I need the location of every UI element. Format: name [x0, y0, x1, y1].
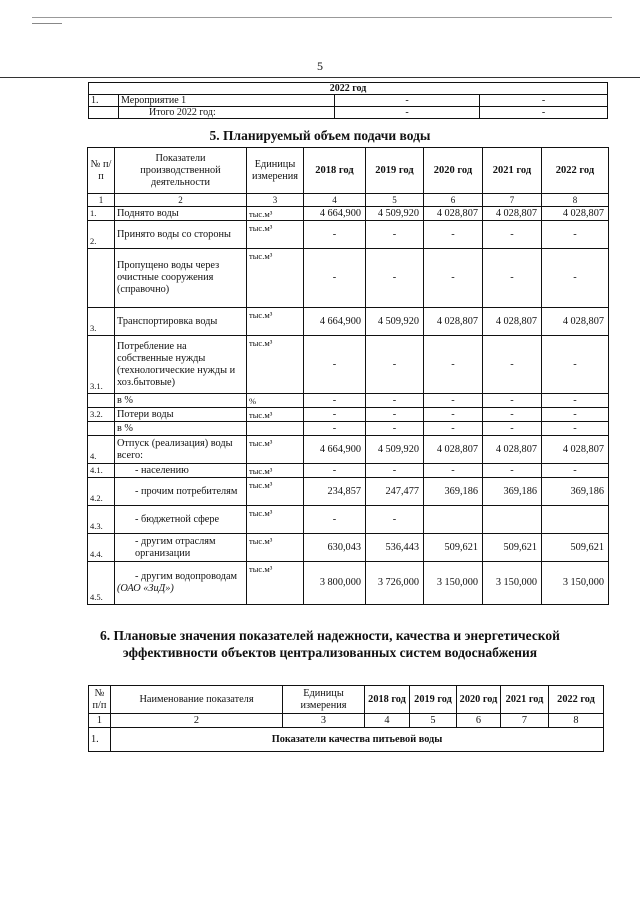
cell-value: - [480, 107, 608, 119]
cell-value: - [424, 422, 483, 436]
indicators-table [88, 685, 604, 752]
cell-value: - [542, 408, 609, 422]
cell-value: - [483, 422, 542, 436]
col-number: 1 [89, 714, 111, 728]
table-row [88, 464, 609, 478]
cell-value: - [424, 249, 483, 308]
cell-value: 536,443 [366, 534, 424, 562]
row-indicator [115, 308, 247, 336]
header-unit: Единицы измерения [283, 686, 365, 714]
row-unit: тыс.м³ [247, 408, 304, 422]
row-number: 4.5. [88, 562, 115, 605]
row-unit: тыс.м³ [247, 249, 304, 308]
indicator-label: Потери воды [117, 408, 174, 420]
cell-value: - [366, 336, 424, 394]
row-name: Итого 2022 год: [119, 107, 335, 119]
indicator-label: Пропущено воды через очистные сооружения (справочно) [117, 260, 220, 295]
cell-value: 234,857 [304, 478, 366, 506]
col-number: 7 [501, 714, 549, 728]
row-indicator [115, 562, 247, 605]
cell-value: 4 028,807 [483, 207, 542, 221]
indicator-label: Потребление на собственные нужды (технологические нужды и хоз.бытовые) [117, 340, 236, 388]
row-number [88, 422, 115, 436]
cell-value: - [542, 336, 609, 394]
header-year: 2020 год [457, 686, 501, 714]
cell-value: 3 150,000 [542, 562, 609, 605]
section-heading: Показатели качества питьевой воды [111, 728, 604, 752]
column-number-row [89, 714, 604, 728]
cell-value: 4 028,807 [483, 308, 542, 336]
table-row [88, 336, 609, 394]
row-number: 4.1. [88, 464, 115, 478]
cell-value: - [335, 95, 480, 107]
cell-value: - [480, 95, 608, 107]
cell-value: 247,477 [366, 478, 424, 506]
cell-value: 4 509,920 [366, 207, 424, 221]
row-number: 4.4. [88, 534, 115, 562]
cell-value: 4 028,807 [424, 436, 483, 464]
row-unit: тыс.м³ [247, 534, 304, 562]
water-supply-table [87, 147, 609, 605]
cell-value: 4 664,900 [304, 308, 366, 336]
cell-value: - [304, 408, 366, 422]
header-divider [0, 77, 640, 78]
header-no: № п/п [88, 148, 115, 194]
header-year: 2021 год [501, 686, 549, 714]
cell-value: 369,186 [424, 478, 483, 506]
col-number: 2 [115, 194, 247, 207]
header-year: 2018 год [304, 148, 366, 194]
cell-value: - [366, 394, 424, 408]
cell-value: - [366, 249, 424, 308]
row-number: 1. [88, 207, 115, 221]
cell-value: - [542, 422, 609, 436]
row-unit: тыс.м³ [247, 464, 304, 478]
cell-value: 4 028,807 [424, 207, 483, 221]
table-row [88, 221, 609, 249]
cell-value: - [542, 394, 609, 408]
cell-value: - [335, 107, 480, 119]
cell-value: - [304, 464, 366, 478]
cell-value: - [483, 464, 542, 478]
cell-value: - [542, 249, 609, 308]
row-indicator [115, 506, 247, 534]
indicator-label: Транспортировка воды [117, 315, 218, 327]
cell-value: 369,186 [483, 478, 542, 506]
indicator-label: в % [117, 394, 134, 406]
indicator-label: - прочим потребителям [135, 485, 238, 497]
row-indicator [115, 464, 247, 478]
section5-title: 5. Планируемый объем подачи воды [209, 128, 431, 143]
indicator-label: в % [117, 422, 134, 434]
cell-value: - [483, 408, 542, 422]
cell-value [542, 506, 609, 534]
table-row [88, 207, 609, 221]
cell-value: 4 509,920 [366, 436, 424, 464]
table-row [89, 728, 604, 752]
cell-value: - [424, 464, 483, 478]
cell-value: 4 028,807 [542, 308, 609, 336]
cell-value: 3 150,000 [424, 562, 483, 605]
row-unit: тыс.м³ [247, 221, 304, 249]
row-indicator [115, 408, 247, 422]
row-indicator [115, 422, 247, 436]
cell-value: 4 028,807 [542, 207, 609, 221]
indicator-label: - населению [135, 464, 189, 476]
row-indicator [115, 207, 247, 221]
header-year: 2018 год [365, 686, 410, 714]
table-body [88, 207, 609, 605]
cell-value [424, 506, 483, 534]
header-year: 2020 год [424, 148, 483, 194]
col-number: 6 [457, 714, 501, 728]
cell-value: 4 509,920 [366, 308, 424, 336]
column-number-row [88, 194, 609, 207]
col-number: 8 [542, 194, 609, 207]
cell-value: - [304, 221, 366, 249]
row-number [89, 107, 119, 119]
row-indicator [115, 336, 247, 394]
row-indicator [115, 436, 247, 464]
row-number: 1. [89, 95, 119, 107]
cell-value: - [483, 336, 542, 394]
cell-value: 4 664,900 [304, 436, 366, 464]
row-name: Мероприятие 1 [119, 95, 335, 107]
table-row [88, 436, 609, 464]
row-number: 3.2. [88, 408, 115, 422]
indicator-label: - другим водопроводам [135, 571, 238, 582]
row-indicator [115, 249, 247, 308]
cell-value: 509,621 [542, 534, 609, 562]
table-row [89, 95, 608, 107]
row-unit: тыс.м³ [247, 562, 304, 605]
row-number: 4. [88, 436, 115, 464]
row-indicator [115, 221, 247, 249]
header-name: Наименование показателя [111, 686, 283, 714]
col-number: 5 [410, 714, 457, 728]
row-unit: тыс.м³ [247, 478, 304, 506]
col-number: 7 [483, 194, 542, 207]
row-unit: % [247, 394, 304, 408]
row-unit [247, 422, 304, 436]
col-number: 8 [549, 714, 604, 728]
cell-value: 509,621 [483, 534, 542, 562]
cell-value: - [424, 394, 483, 408]
cell-value: - [366, 408, 424, 422]
table-row [88, 506, 609, 534]
cell-value: 4 028,807 [483, 436, 542, 464]
table-row [88, 308, 609, 336]
table-row [88, 562, 609, 605]
row-indicator [115, 394, 247, 408]
row-number: 4.2. [88, 478, 115, 506]
col-number: 4 [365, 714, 410, 728]
col-number: 4 [304, 194, 366, 207]
cell-value: - [424, 408, 483, 422]
col-number: 2 [111, 714, 283, 728]
cell-value: - [483, 221, 542, 249]
cell-value: - [542, 464, 609, 478]
row-number [88, 394, 115, 408]
row-number: 2. [88, 221, 115, 249]
header-unit: Единицы измерения [247, 148, 304, 194]
row-number: 4.3. [88, 506, 115, 534]
header-year: 2021 год [483, 148, 542, 194]
section6-title: 6. Плановые значения показателей надежности, качества и энергетической эффективности объектов централизованных систем водоснабжения [100, 628, 560, 660]
indicator-label: - бюджетной сфере [135, 513, 220, 525]
row-unit: тыс.м³ [247, 207, 304, 221]
table-row [88, 478, 609, 506]
cell-value: 369,186 [542, 478, 609, 506]
row-number: 3.1. [88, 336, 115, 394]
row-number: 3. [88, 308, 115, 336]
row-indicator [115, 478, 247, 506]
col-number: 1 [88, 194, 115, 207]
page-number: 5 [317, 59, 323, 73]
indicator-label: Принято воды со стороны [117, 228, 231, 240]
col-number: 5 [366, 194, 424, 207]
header-indicator: Показатели производственной деятельности [115, 148, 247, 194]
cell-value: 3 150,000 [483, 562, 542, 605]
cell-value: 4 028,807 [424, 308, 483, 336]
cell-value: 3 800,000 [304, 562, 366, 605]
cell-value [483, 506, 542, 534]
table-row [89, 83, 608, 95]
cell-value: - [366, 464, 424, 478]
indicator-label: Отпуск (реализация) воды всего: [117, 437, 233, 461]
top-scan-line [32, 17, 612, 18]
row-number: 1. [89, 728, 111, 752]
indicator-label: - другим отраслям организации [135, 535, 216, 559]
col-number: 6 [424, 194, 483, 207]
cell-value: - [304, 249, 366, 308]
table-row [88, 394, 609, 408]
row-indicator [115, 534, 247, 562]
top-scan-mark [32, 23, 62, 24]
header-no: № п/п [89, 686, 111, 714]
table-header-row [88, 148, 609, 194]
cell-value: - [304, 336, 366, 394]
table-row [88, 249, 609, 308]
row-number [88, 249, 115, 308]
table-header-row [89, 686, 604, 714]
cell-value: - [483, 249, 542, 308]
table-row [89, 107, 608, 119]
row-unit: тыс.м³ [247, 336, 304, 394]
cell-value: - [366, 506, 424, 534]
cell-value: 3 726,000 [366, 562, 424, 605]
cell-value: 4 028,807 [542, 436, 609, 464]
header-year: 2019 год [410, 686, 457, 714]
header-year: 2019 год [366, 148, 424, 194]
cell-value: - [424, 221, 483, 249]
header-year: 2022 год [549, 686, 604, 714]
header-year: 2022 год [542, 148, 609, 194]
table-row [88, 408, 609, 422]
cell-value: - [304, 506, 366, 534]
col-number: 3 [247, 194, 304, 207]
cell-value: - [366, 422, 424, 436]
row-unit: тыс.м³ [247, 308, 304, 336]
year-title: 2022 год [89, 83, 608, 95]
cell-value: - [483, 394, 542, 408]
indicator-label: Поднято воды [117, 207, 179, 219]
cell-value: - [542, 221, 609, 249]
cell-value: - [304, 394, 366, 408]
row-unit: тыс.м³ [247, 436, 304, 464]
table-row [88, 422, 609, 436]
cell-value: - [304, 422, 366, 436]
table-row [88, 534, 609, 562]
cell-value: 509,621 [424, 534, 483, 562]
cell-value: - [424, 336, 483, 394]
row-unit: тыс.м³ [247, 506, 304, 534]
cell-value: 4 664,900 [304, 207, 366, 221]
cell-value: - [366, 221, 424, 249]
col-number: 3 [283, 714, 365, 728]
cell-value: 630,043 [304, 534, 366, 562]
indicator-note: (ОАО «ЗиД») [117, 583, 174, 594]
prev-events-table [88, 82, 608, 119]
